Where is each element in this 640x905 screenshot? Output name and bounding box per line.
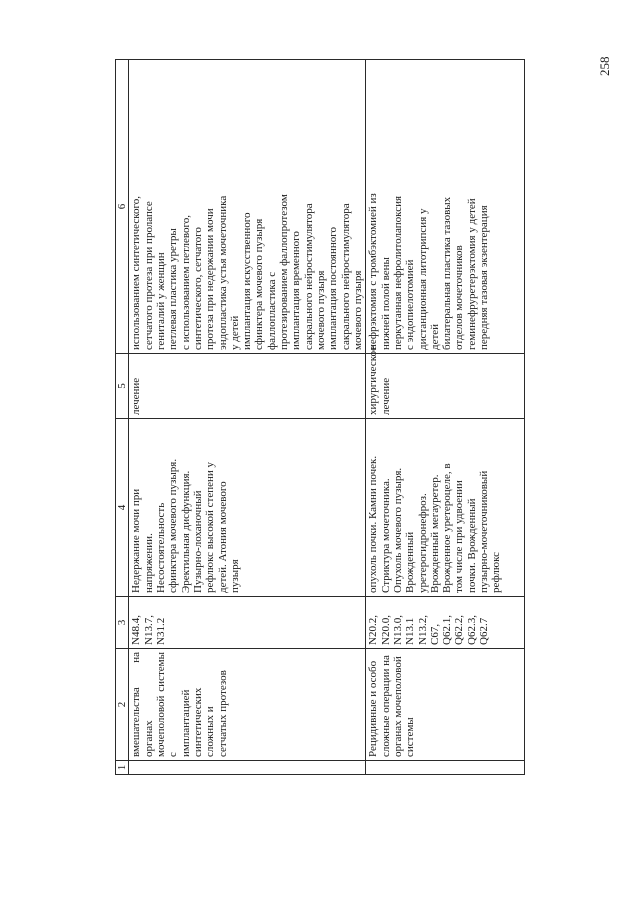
cell-line: с эндопиелотомией bbox=[404, 259, 417, 350]
cell-line: уретерогидронефроз. bbox=[416, 493, 429, 593]
cell-line: передняя тазовая экзентерация bbox=[478, 205, 491, 350]
cell-line: Рецидивные и особо bbox=[367, 660, 380, 757]
cell-line: у детей bbox=[228, 315, 241, 350]
cell-line: мочевого пузыря bbox=[315, 270, 327, 350]
cell-line: рефлюкс bbox=[490, 551, 503, 593]
cell-line: Несостоятельность bbox=[154, 502, 167, 593]
column-header-4: 4 bbox=[116, 419, 129, 597]
cell-line: мочеполовой системы с bbox=[154, 652, 180, 757]
cell-line: синтетических сложных и bbox=[191, 687, 217, 757]
cell-line: Эректильная дисфункция. bbox=[179, 470, 192, 593]
treatment-type-cell bbox=[366, 345, 525, 419]
cell-line: сетчатого протеза при пролапсе bbox=[142, 201, 155, 350]
row-number-cell bbox=[129, 761, 366, 775]
cell-line: перкутанная нефролитолапоксия bbox=[391, 195, 404, 350]
cell-line: использованием синтетического, bbox=[130, 196, 143, 350]
cell-line: билатеральная пластика тазовых bbox=[441, 196, 454, 350]
cell-line: мочевого пузыря bbox=[351, 270, 364, 350]
operation-group-cell bbox=[129, 649, 366, 761]
method-cell bbox=[129, 60, 366, 354]
cell-line: Врожденный bbox=[404, 531, 417, 593]
cell-line: Стриктура мочеточника. bbox=[379, 478, 392, 593]
table-row bbox=[129, 60, 366, 775]
cell-line: имплантацией bbox=[179, 689, 192, 757]
cell-line: эндопластика устья мочеточника bbox=[216, 195, 229, 350]
cell-line: Q62.3, Q62.7 bbox=[465, 615, 491, 645]
diagnosis-cell bbox=[129, 419, 366, 597]
column-header-3: 3 bbox=[116, 597, 129, 649]
method-cell bbox=[366, 60, 525, 354]
cell-line: лечение bbox=[130, 377, 143, 415]
cell-line: лечение bbox=[379, 377, 392, 415]
cell-line: детей bbox=[428, 323, 441, 350]
column-header-6: 6 bbox=[116, 60, 129, 354]
cell-line: системы bbox=[404, 717, 417, 757]
cell-line: имплантация постоянного bbox=[327, 227, 340, 350]
cell-line: N20.2, N20.0, bbox=[367, 615, 392, 645]
cell-line: нефрэктомия с тромбэктомией из bbox=[367, 193, 380, 350]
cell-line: вмешательства на органах bbox=[130, 652, 155, 757]
cell-line: N48.4, N13.7, bbox=[130, 615, 155, 645]
cell-line: сложные операции на bbox=[379, 655, 392, 757]
operation-group-cell bbox=[366, 649, 525, 761]
cell-line: гениталий у женщин bbox=[154, 252, 167, 350]
page-number: 258 bbox=[597, 56, 612, 76]
column-header-5: 5 bbox=[116, 354, 129, 419]
cell-line: детей. Атония мочевого bbox=[216, 481, 229, 593]
cell-line: почки. Врожденный bbox=[465, 498, 478, 593]
cell-line: Недержание мочи при bbox=[130, 488, 143, 593]
cell-line: петлевая пластика уретры bbox=[167, 228, 180, 350]
cell-line: имплантация искусственного bbox=[241, 212, 254, 350]
cell-line: рефлюкс высокой степени у bbox=[204, 461, 217, 593]
table-row bbox=[366, 60, 525, 775]
cell-line: сакрального нейростимулятора bbox=[302, 203, 315, 350]
icd-codes-cell bbox=[366, 597, 525, 649]
cell-line: пузыря bbox=[228, 559, 241, 593]
cell-line: том числе при удвоении bbox=[453, 480, 466, 593]
cell-line: N13.0, N13.1 bbox=[391, 615, 417, 645]
cell-line: напряжении. bbox=[142, 533, 155, 593]
cell-line: сетчатых протезов bbox=[216, 670, 229, 757]
diagnosis-cell bbox=[366, 419, 525, 597]
cell-line: нижней полой вены bbox=[379, 257, 392, 350]
procedures-table-grid bbox=[115, 59, 525, 775]
cell-line: сфинктера мочевого пузыря. bbox=[167, 458, 180, 593]
cell-line: синтетического, сетчатого bbox=[191, 227, 204, 350]
cell-line: сфинктера мочевого пузыря bbox=[253, 218, 266, 350]
column-header-1: 1 bbox=[116, 761, 129, 775]
row-number-cell bbox=[366, 761, 525, 775]
cell-line: фаллопластика с bbox=[265, 271, 278, 350]
cell-line: Q62.1, Q62.2, bbox=[441, 615, 466, 645]
cell-line: Пузырно-лоханочный bbox=[191, 490, 204, 593]
cell-line: органах мочеполовой bbox=[391, 656, 404, 757]
cell-line: геминефруретерэктомия у детей bbox=[465, 198, 478, 350]
column-header-2: 2 bbox=[116, 649, 129, 761]
cell-line: дистанционная литотрипсия у bbox=[416, 208, 429, 350]
cell-line: с использованием петлевого, bbox=[179, 214, 192, 350]
cell-line: имплантация временного bbox=[290, 231, 303, 350]
icd-codes-cell bbox=[129, 597, 366, 649]
cell-line: пузырно-мочеточниковый bbox=[478, 470, 491, 593]
table-header-row bbox=[116, 60, 129, 775]
cell-line: Врожденный мегауретер. bbox=[428, 474, 441, 593]
cell-line: Врожденное уретероцеле, в bbox=[441, 463, 454, 593]
procedures-table bbox=[115, 60, 525, 775]
treatment-type-cell bbox=[129, 354, 366, 419]
cell-line: хирургическое bbox=[367, 345, 380, 415]
cell-line: протезированием фаллопротезом bbox=[278, 194, 291, 350]
cell-line: опухоль почки. Камни почек. bbox=[367, 455, 380, 593]
cell-line: Опухоль мочевого пузыря. bbox=[391, 467, 404, 593]
cell-line: сакрального нейростимулятора bbox=[339, 203, 352, 350]
cell-line: протеза при недержании мочи bbox=[204, 208, 217, 350]
cell-line: N13.2, C67, bbox=[416, 615, 441, 645]
cell-line: отделов мочеточников bbox=[453, 245, 466, 350]
cell-line: N31.2 bbox=[154, 617, 167, 645]
